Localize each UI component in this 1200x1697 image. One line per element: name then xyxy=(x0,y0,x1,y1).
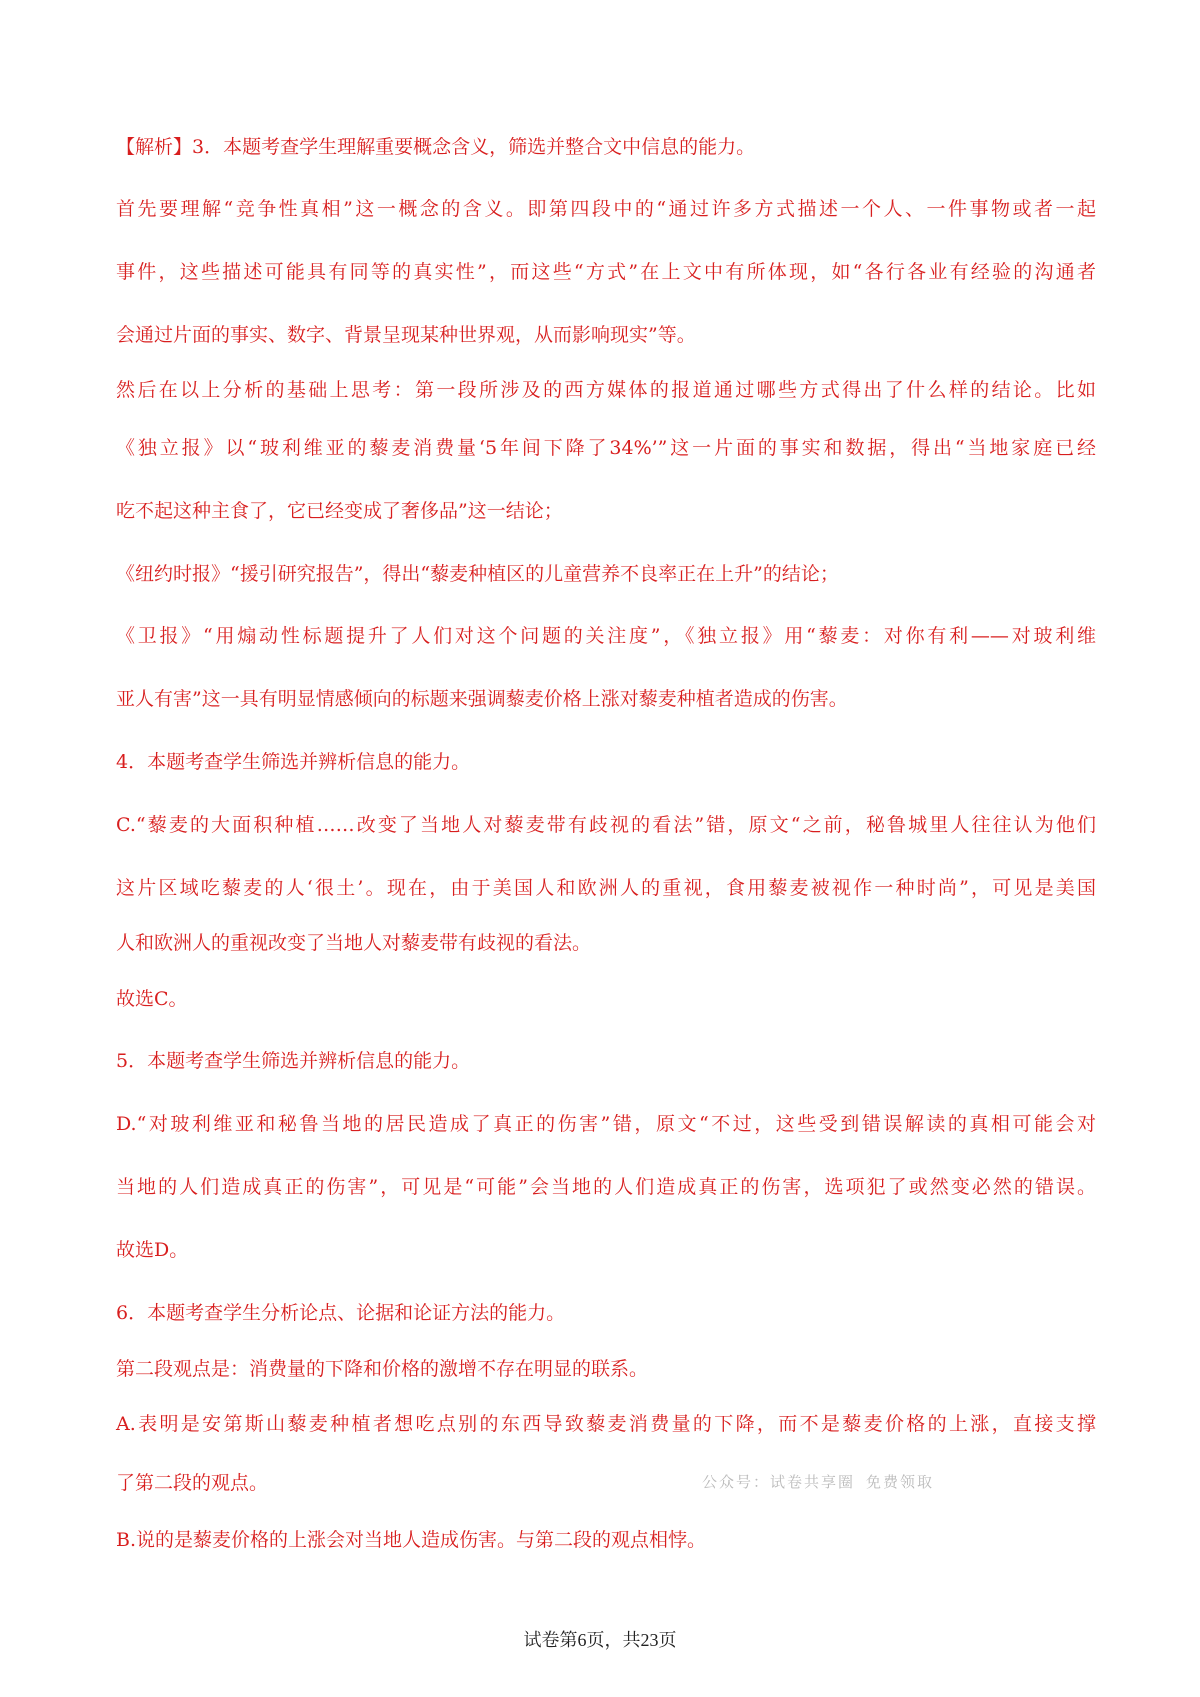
text-line: A.表明是安第斯山藜麦种植者想吃点别的东西导致藜麦消费量的下降，而不是藜麦价格的上涨，直接支撑 xyxy=(116,1413,1096,1435)
watermark: 公众号：试卷共享圈 免费领取 xyxy=(702,1473,935,1491)
text-line: 这片区域吃藜麦的人‘很土’。现在，由于美国人和欧洲人的重视，食用藜麦被视作一种时尚”，可见是美国 xyxy=(116,877,1096,899)
answer-q4: 故选C。 xyxy=(116,988,188,1010)
analysis-q6-heading: 6．本题考查学生分析论点、论据和论证方法的能力。 xyxy=(116,1302,566,1324)
text-line: D.“对玻利维亚和秘鲁当地的居民造成了真正的伤害”错，原文“不过，这些受到错误解读的真相可能会对 xyxy=(116,1113,1096,1135)
text-line: 首先要理解“竞争性真相”这一概念的含义。即第四段中的“通过许多方式描述一个人、一件事物或者一起 xyxy=(116,198,1096,220)
text-line: 亚人有害”这一具有明显情感倾向的标题来强调藜麦价格上涨对藜麦种植者造成的伤害。 xyxy=(116,688,848,710)
text-line: 事件，这些描述可能具有同等的真实性”，而这些“方式”在上文中有所体现，如“各行各业有经验的沟通者 xyxy=(116,261,1096,283)
text-line: 然后在以上分析的基础上思考：第一段所涉及的西方媒体的报道通过哪些方式得出了什么样的结论。比如 xyxy=(116,379,1096,401)
text-line: 吃不起这种主食了，它已经变成了奢侈品”这一结论； xyxy=(116,500,563,522)
analysis-q3-heading: 【解析】3．本题考查学生理解重要概念含义，筛选并整合文中信息的能力。 xyxy=(116,136,756,158)
page-footer: 试卷第6页，共23页 xyxy=(523,1630,677,1650)
text-line: 人和欧洲人的重视改变了当地人对藜麦带有歧视的看法。 xyxy=(116,932,592,954)
text-line: C.“藜麦的大面积种植……改变了当地人对藜麦带有歧视的看法”错，原文“之前，秘鲁城里人往往认为他们 xyxy=(116,814,1096,836)
analysis-q5-heading: 5．本题考查学生筛选并辨析信息的能力。 xyxy=(116,1050,471,1072)
analysis-q4-heading: 4．本题考查学生筛选并辨析信息的能力。 xyxy=(116,751,471,773)
text-line: 第二段观点是：消费量的下降和价格的激增不存在明显的联系。 xyxy=(116,1358,649,1380)
text-line: 了第二段的观点。 xyxy=(116,1472,269,1494)
text-line: 会通过片面的事实、数字、背景呈现某种世界观，从而影响现实”等。 xyxy=(116,324,696,346)
text-line: B.说的是藜麦价格的上涨会对当地人造成伤害。与第二段的观点相悖。 xyxy=(116,1529,707,1551)
text-line: 《独立报》以“玻利维亚的藜麦消费量‘5年间下降了34%’”这一片面的事实和数据，得出“当地家庭已经 xyxy=(116,437,1096,459)
text-line: 《卫报》“用煽动性标题提升了人们对这个问题的关注度”，《独立报》用“藜麦：对你有利——对玻利维 xyxy=(116,625,1096,647)
answer-q5: 故选D。 xyxy=(116,1239,189,1261)
text-line: 当地的人们造成真正的伤害”，可见是“可能”会当地的人们造成真正的伤害，选项犯了或然变必然的错误。 xyxy=(116,1176,1096,1198)
text-line: 《纽约时报》“援引研究报告”，得出“藜麦种植区的儿童营养不良率正在上升”的结论； xyxy=(116,563,839,585)
